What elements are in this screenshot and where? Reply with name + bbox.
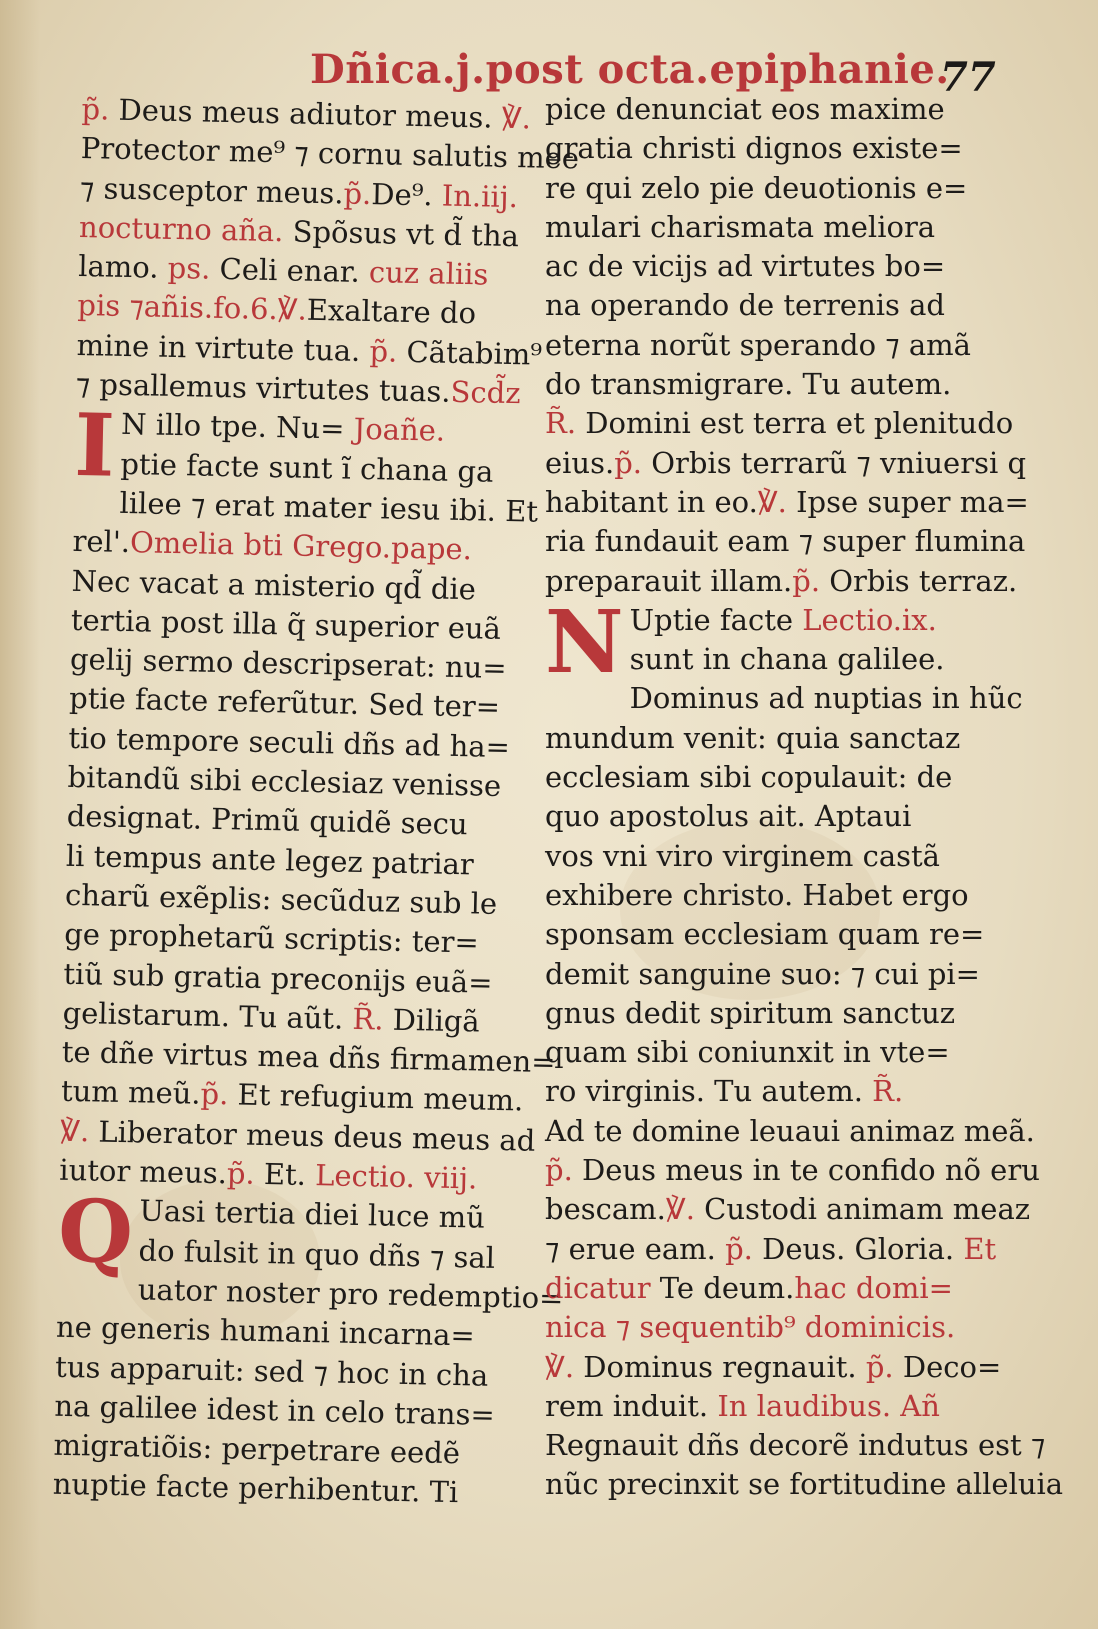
text-line (545, 90, 1015, 129)
body-text: mine in virtute tua. (76, 327, 370, 368)
text-line (545, 1072, 1015, 1111)
rubric-text: ℣. (757, 484, 787, 519)
body-text: Deus meus in te confido nõ eru (572, 1153, 1040, 1188)
text-line (545, 247, 1015, 286)
text-line (545, 994, 1015, 1033)
rubric-text: p̃. (725, 1231, 753, 1266)
body-text: tio tempore seculi dñs ad ha= (68, 720, 511, 764)
body-text: sunt in chana galilee. (629, 642, 945, 677)
body-text: quam sibi coniunxit in vte= (545, 1035, 950, 1070)
body-text: Celi enar. (210, 251, 370, 290)
body-text: preparauit illam. (545, 563, 793, 598)
body-text: Deco= (893, 1349, 1002, 1384)
body-text: Te deum. (650, 1270, 795, 1305)
body-text: lamo. (77, 249, 169, 286)
rubric-text: p̃. (545, 1153, 573, 1188)
body-text: Uptie facte (629, 602, 803, 637)
body-text: tiũ sub gratia preconijs euã= (63, 956, 493, 1000)
text-line (545, 1190, 1031, 1229)
body-text: na galilee idest in celo trans= (54, 1388, 496, 1432)
body-text: eterna norũt sperando ⁊ amã (545, 327, 971, 362)
body-text: ptie facte referũtur. Sed ter= (68, 681, 501, 725)
rubric-text: Lectio. viij. (314, 1158, 478, 1196)
body-text: Cãtabim⁹ (396, 334, 543, 372)
body-text: charũ exẽplis: secũduz sub le (64, 877, 498, 921)
rubric-text: p̃. (792, 563, 821, 598)
body-text: ⁊ susceptor meus. (79, 170, 344, 211)
body-text: Regnauit dñs decorẽ indutus est ⁊ (545, 1428, 1046, 1463)
rubric-text: In.iij. (441, 178, 519, 214)
body-text: gelistarum. Tu aũt. (62, 995, 353, 1036)
text-line (52, 1465, 503, 1514)
rubric-text: nica ⁊ sequentib⁹ dominicis. (545, 1310, 956, 1345)
text-line (545, 758, 1015, 797)
body-text: re qui zelo pie deuotionis e= (545, 170, 968, 205)
rubric-text: p̃. (226, 1156, 256, 1191)
body-text: Ipse super ma= (786, 484, 1029, 519)
rubric-text: p̃. (81, 91, 110, 127)
text-line (545, 797, 1015, 836)
body-text: Deus. Gloria. (752, 1231, 964, 1266)
text-line (545, 444, 1027, 483)
body-text: designat. Primũ quidẽ secu (66, 799, 469, 842)
rubric-text: ps. (167, 251, 211, 286)
rubric-text: Lectio.ix. (802, 602, 937, 637)
body-text: gratia christi dignos existe= (545, 131, 963, 166)
body-text: Custodi animam meaz (694, 1192, 1031, 1227)
body-text: mundum venit: quia sanctaz (545, 720, 961, 755)
rubric-text: p̃. (200, 1077, 229, 1112)
body-text: bitandũ sibi ecclesiaz venisse (67, 759, 502, 803)
body-text: Exaltare do (306, 293, 477, 331)
rubric-text: Et (963, 1231, 997, 1266)
body-text: ge prophetarũ scriptis: ter= (63, 917, 480, 960)
text-line (545, 208, 1015, 247)
body-text: nũc precinxit se fortitudine alleluia (545, 1467, 1064, 1502)
rubric-text: pis ⁊añis.fo.6.℣. (77, 288, 308, 328)
body-text: bescam. (545, 1192, 666, 1227)
rubric-text: cuz aliis (368, 255, 489, 292)
text-line (545, 169, 1015, 208)
body-text: Orbis terraz. (820, 563, 1018, 598)
body-text: quo apostolus ait. Aptaui (545, 799, 912, 834)
body-text: tus apparuit: sed ⁊ hoc in cha (54, 1349, 489, 1393)
rubric-text: In laudibus. Añ (717, 1388, 940, 1423)
body-text: gnus dedit spiritum sanctuz (545, 995, 956, 1030)
body-text: Protector me⁹ ⁊ cornu salutis mee (80, 131, 580, 176)
rubric-text: dicatur (545, 1270, 651, 1305)
body-text: lilee ⁊ erat mater iesu ibi. Et (119, 485, 539, 529)
body-text: Spõsus vt d̃ tha (283, 214, 520, 254)
text-line (545, 719, 1015, 758)
body-text: ria fundauit eam ⁊ super flumina (545, 524, 1026, 559)
body-text: eius. (545, 445, 615, 480)
body-text: demit sanguine suo: ⁊ cui pi= (545, 956, 980, 991)
text-line (545, 326, 1015, 365)
body-text: ac de vicijs ad virtutes bo= (545, 249, 946, 284)
body-text: rel'. (72, 524, 131, 560)
body-text: te dñe virtus mea dñs firmamen= (61, 1034, 556, 1080)
body-text: ptie facte sunt ĩ chana ga (120, 446, 494, 489)
running-head: Dñica.j.post octa.epiphanie. (310, 46, 950, 93)
body-text: na operando de terrenis ad (545, 288, 945, 323)
body-text: vos vni viro virginem castã (545, 838, 940, 873)
body-text: pice denunciat eos maxime (545, 92, 945, 126)
text-line (545, 404, 1015, 443)
body-text: iutor meus. (59, 1152, 228, 1191)
body-text: gelij sermo descripserat: nu= (69, 642, 507, 686)
body-text: Deus meus adiutor meus. (109, 92, 503, 135)
text-line (545, 876, 1015, 915)
body-text: ne generis humani incarna= (55, 1309, 476, 1353)
body-text: tum meũ. (60, 1074, 201, 1112)
body-text: exhibere christo. Habet ergo (545, 877, 969, 912)
text-line (545, 1230, 1015, 1269)
body-text: Ad te domine leuaui animaz meã. (545, 1113, 1035, 1148)
decorated-initial: Q (57, 1181, 135, 1284)
page-gutter-shadow (0, 0, 40, 1629)
text-line (545, 129, 1015, 168)
body-text: tertia post illa q̃ superior euã (70, 602, 502, 646)
rubric-text: hac domi= (794, 1270, 953, 1305)
text-line (545, 1348, 1015, 1387)
text-line (545, 365, 1015, 404)
body-text: mulari charismata meliora (545, 209, 936, 244)
text-line (545, 1151, 1040, 1190)
body-text: habitant in eo. (545, 484, 758, 519)
rubric-text: Scd̃z (450, 374, 521, 411)
body-text: Liberator meus deus meus ad (88, 1114, 536, 1158)
text-line (545, 522, 1026, 561)
rubric-text: nocturno añа. (78, 209, 284, 249)
text-line (545, 483, 1029, 522)
text-line (545, 1269, 1015, 1308)
rubric-text: Omelia bti Grego.pape. (129, 525, 473, 567)
rubric-text: R̃. (545, 406, 577, 441)
body-text: Dominus ad nuptias in hũc (629, 681, 1023, 716)
body-text: sponsam ecclesiam quam re= (545, 917, 985, 952)
rubric-text: Joañe. (353, 412, 446, 449)
text-line (545, 1033, 1015, 1072)
body-text: Orbis terrarũ ⁊ vniuersi q (642, 445, 1027, 480)
decorated-initial: N (545, 591, 624, 693)
body-text: ecclesiam sibi copulauit: de (545, 760, 953, 795)
rubric-text: ℣. (501, 100, 532, 136)
rubric-text: ℣. (665, 1192, 695, 1227)
rubric-text: p̃. (369, 333, 398, 369)
rubric-text: ℣. (545, 1349, 575, 1384)
body-text: Nec vacat a misterio qd̃ die (71, 563, 477, 606)
body-text: uator noster pro redemptio= (137, 1272, 564, 1316)
body-text: li tempus ante legez patriar (65, 838, 475, 882)
right-text-column (545, 90, 1064, 1505)
body-text: Domini est terra et plenitudo (576, 406, 1014, 441)
text-line (545, 1387, 1015, 1426)
body-text: ⁊ psallemus virtutes tuas. (75, 367, 451, 409)
text-line (545, 286, 1015, 325)
body-text: De⁹. (371, 176, 443, 213)
body-text: migratiõis: perpetrare eedẽ (53, 1427, 461, 1471)
decorated-initial: I (73, 395, 116, 498)
rubric-text: p̃. (865, 1349, 894, 1384)
body-text: rem induit. (545, 1388, 718, 1423)
body-text: Uasi tertia diei luce mũ (139, 1193, 486, 1235)
text-line (545, 955, 1015, 994)
rubric-text: p̃. (343, 176, 372, 211)
rubric-text: p̃. (614, 445, 643, 480)
page-number: 77 (940, 54, 996, 101)
rubric-text: R̃. (352, 1001, 384, 1037)
body-text: Diligã (383, 1002, 481, 1039)
text-line (545, 1112, 1035, 1151)
body-text: do transmigrare. Tu autem. (545, 367, 952, 402)
body-text: ⁊ erue eam. (545, 1231, 726, 1266)
body-text: Et refugium meum. (228, 1077, 524, 1118)
body-text: nuptie facte perhibentur. Ti (52, 1467, 459, 1510)
rubric-text: ℣. (59, 1113, 90, 1149)
body-text: do fulsit in quo dñs ⁊ sal (138, 1233, 496, 1275)
body-text: N illo tpe. Nu= (120, 407, 355, 447)
body-text: Et. (254, 1156, 316, 1193)
text-line (545, 1308, 1015, 1347)
body-text: Dominus regnauit. (574, 1349, 866, 1384)
text-line (545, 837, 1015, 876)
text-line (545, 1426, 1046, 1465)
rubric-text: R̃. (872, 1074, 904, 1109)
text-line (545, 915, 1015, 954)
text-line (545, 562, 1018, 601)
text-line (545, 1465, 1064, 1504)
body-text: ro virginis. Tu autem. (545, 1074, 873, 1109)
